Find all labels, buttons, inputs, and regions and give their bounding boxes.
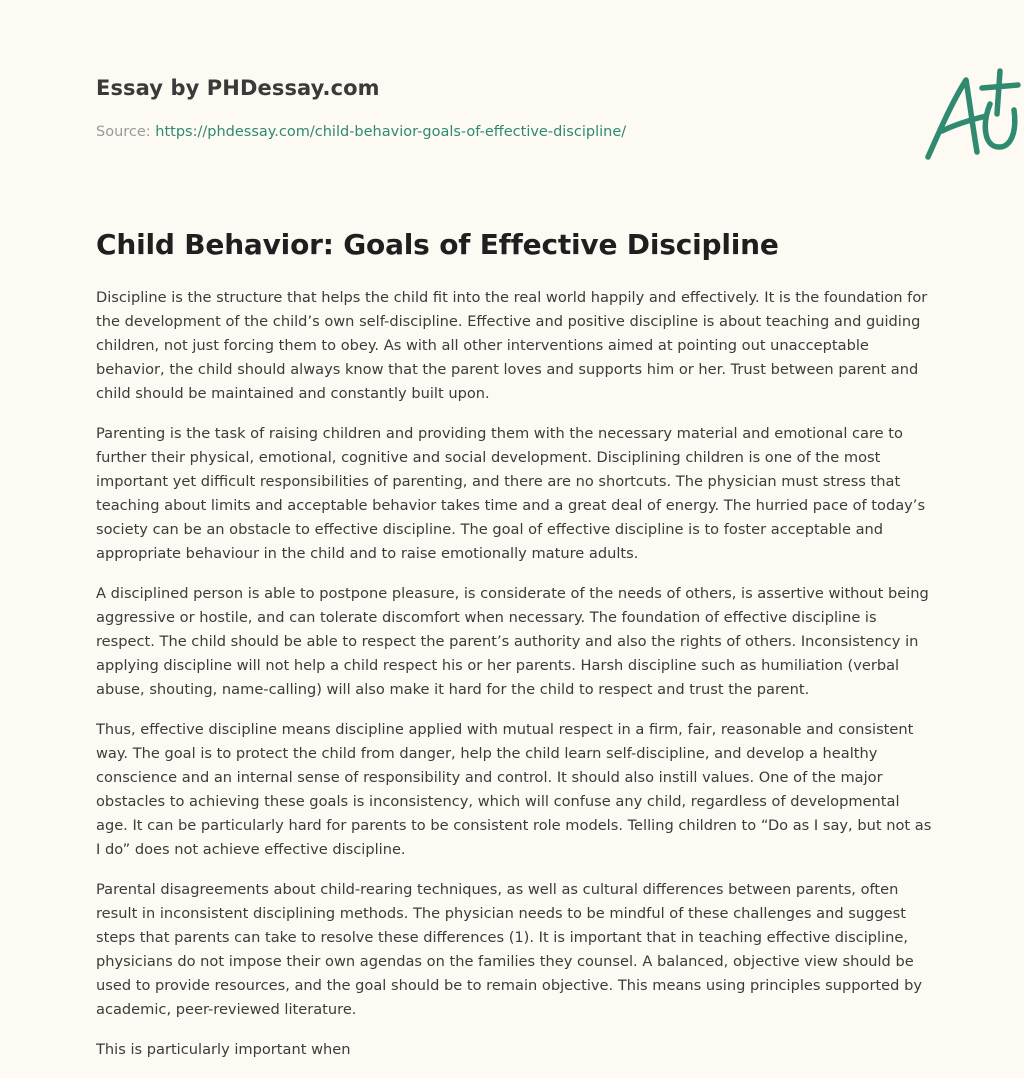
essay-body — [96, 286, 932, 1078]
a-plus-logo-icon — [918, 68, 1024, 164]
essay-paragraph: Discipline is the structure that helps the child fit into the real world happily and effectively. It is the foundation for the development of the child’s own self-discipline. Effective and positive discipline is about teaching and guiding children, not just forcing them to obey. As with all other interventions aimed at pointing out unacceptable behavior, the child should always know that the parent loves and supports him or her. Trust between parent and child should be maintained and constantly built upon. — [96, 289, 928, 402]
source-line — [96, 124, 626, 140]
essay-paragraph: Parental disagreements about child-rearing techniques, as well as cultural differences between parents, often result in inconsistent disciplining methods. The physician needs to be mindful of these challenges and suggest steps that parents can take to resolve these differences (1). It is important that in teaching effective discipline, physicians do not impose their own agendas on the families they counsel. A balanced, objective view should be used to provide resources, and the goal should be to remain objective. This means using principles supported by academic, peer-reviewed literature. — [96, 881, 922, 1018]
essay-paragraph: Thus, effective discipline means discipline applied with mutual respect in a firm, fair, reasonable and consistent way. The goal is to protect the child from danger, help the child learn self-discipline, and develop a healthy conscience and an internal sense of responsibility and control. It should also instill values. One of the major obstacles to achieving these goals is inconsistency, which will confuse any child, regardless of developmental age. It can be particularly hard for parents to be consistent role models. Telling children to “Do as I say, but not as I do” does not achieve effective discipline. — [96, 721, 932, 858]
source-link[interactable]: https://phdessay.com/child-behavior-goals-of-effective-discipline/ — [155, 124, 627, 140]
essay-paragraph-truncated: This is particularly important when — [96, 1041, 351, 1058]
essay-paragraph: Parenting is the task of raising children and providing them with the necessary material and emotional care to further their physical, emotional, cognitive and social development. Disciplining children is one of the most important yet difficult responsibilities of parenting, and there are no shortcuts. The physician must stress that teaching about limits and acceptable behavior takes time and a great deal of energy. The hurried pace of today’s society can be an obstacle to effective discipline. The goal of effective discipline is to foster acceptable and appropriate behaviour in the child and to raise emotionally mature adults. — [96, 425, 926, 562]
source-label: Source: — [96, 124, 151, 140]
essay-paragraph: A disciplined person is able to postpone pleasure, is considerate of the needs of others, is assertive without being aggressive or hostile, and can tolerate discomfort when necessary. The foundation of effective discipline is respect. The child should be able to respect the parent’s authority and also the rights of others. Inconsistency in applying discipline will not help a child respect his or her parents. Harsh discipline such as humiliation (verbal abuse, shouting, name-calling) will also make it hard for the child to respect and trust the parent. — [96, 585, 929, 698]
essay-title: Child Behavior: Goals of Effective Discipline — [96, 228, 779, 261]
site-brand: Essay by PHDessay.com — [96, 76, 380, 100]
